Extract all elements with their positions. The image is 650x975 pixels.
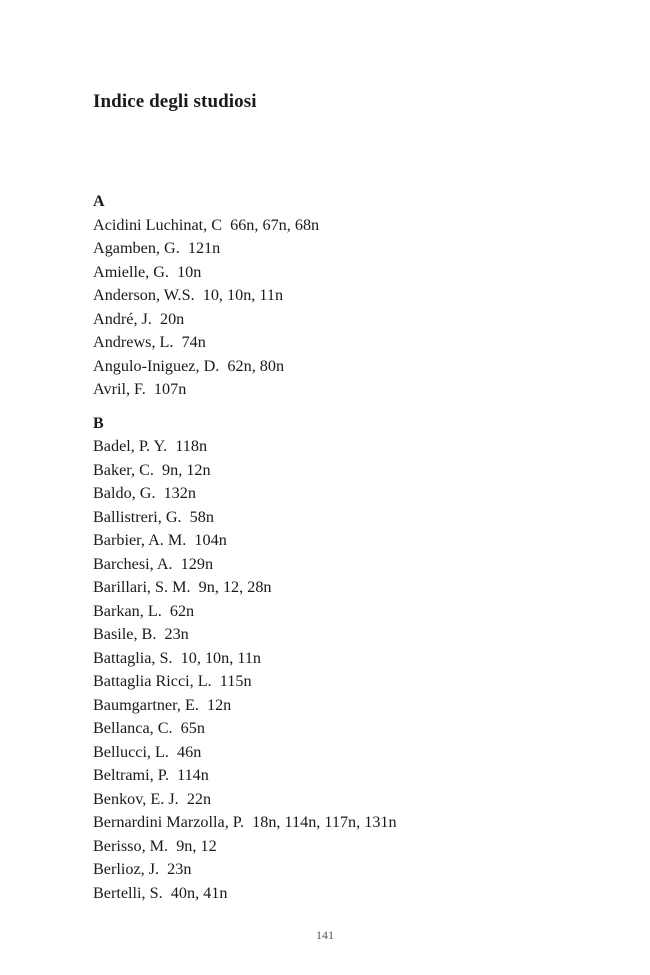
- index-entry: Andrews, L. 74n: [93, 333, 206, 351]
- index-entry: Anderson, W.S. 10, 10n, 11n: [93, 286, 284, 304]
- index-entry: André, J. 20n: [93, 309, 185, 328]
- index-entry: Beltrami, P. 114n: [93, 766, 209, 784]
- index-entry: Berisso, M. 9n, 12: [93, 836, 217, 855]
- index-entry: Barillari, S. M. 9n, 12, 28n: [93, 578, 272, 596]
- index-entry: Berlioz, J. 23n: [93, 860, 192, 878]
- index-entry: Barchesi, A. 129n: [93, 554, 214, 573]
- section-gap: [93, 402, 613, 412]
- index-entry: Baker, C. 9n, 12n: [93, 460, 211, 479]
- page-number: 141: [316, 928, 334, 942]
- index-list: [93, 190, 613, 905]
- index-entry: Bellucci, L. 46n: [93, 742, 202, 761]
- index-entry: Badel, P. Y. 118n: [93, 437, 208, 455]
- index-section-a: [93, 190, 613, 402]
- index-entry: Baldo, G. 132n: [93, 484, 196, 502]
- index-entry: Battaglia Ricci, L. 115n: [93, 672, 252, 690]
- index-entry: Bellanca, C. 65n: [93, 719, 205, 737]
- index-entry: Benkov, E. J. 22n: [93, 789, 212, 808]
- index-entry: Bernardini Marzolla, P. 18n, 114n, 117n, 131n: [93, 813, 397, 831]
- section-letter: A: [93, 193, 105, 210]
- section-letter: B: [93, 414, 104, 432]
- index-entry: Amielle, G. 10n: [93, 262, 202, 281]
- index-entry: Avril, F. 107n: [93, 380, 187, 398]
- index-section-b: [93, 412, 613, 906]
- index-entry: Acidini Luchinat, C 66n, 67n, 68n: [93, 215, 320, 234]
- index-entry: Bertelli, S. 40n, 41n: [93, 883, 228, 902]
- index-entry: Baumgartner, E. 12n: [93, 695, 232, 714]
- index-entry: Angulo-Iniguez, D. 62n, 80n: [93, 356, 285, 375]
- index-entry: Barkan, L. 62n: [93, 601, 195, 620]
- index-entry: Barbier, A. M. 104n: [93, 531, 227, 549]
- index-entry: Battaglia, S. 10, 10n, 11n: [93, 648, 262, 667]
- index-entry: Basile, B. 23n: [93, 625, 189, 643]
- index-entry: Agamben, G. 121n: [93, 239, 221, 257]
- page-title: Indice degli studiosi: [93, 91, 257, 112]
- index-entry: Ballistreri, G. 58n: [93, 507, 214, 526]
